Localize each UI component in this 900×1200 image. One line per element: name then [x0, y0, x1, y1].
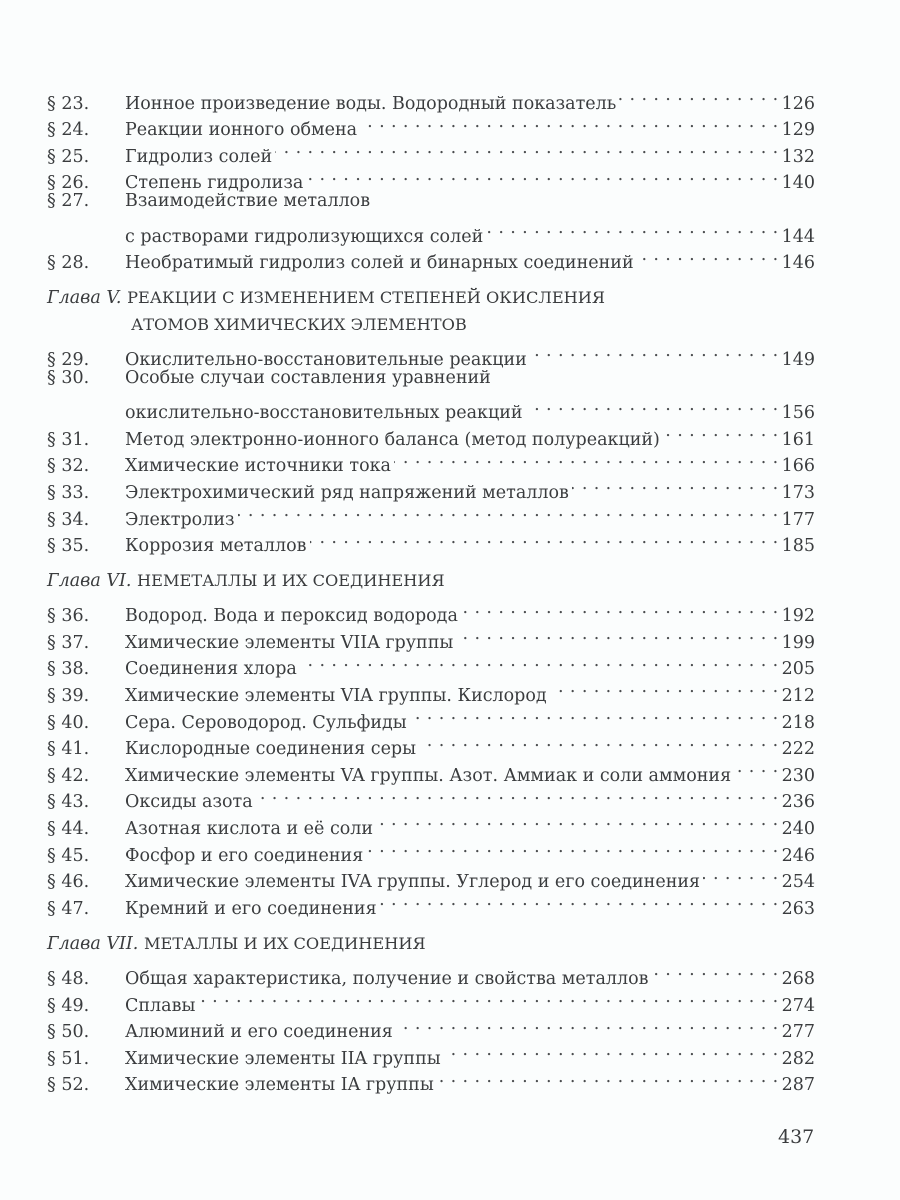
dot-leader	[238, 498, 779, 525]
page-reference: 192	[781, 606, 815, 627]
section-title-continued: с растворами гидролизующихся солей	[125, 226, 484, 247]
page-reference: 144	[781, 226, 815, 247]
dot-leader	[310, 525, 779, 552]
page-reference: 173	[781, 482, 815, 503]
section-number: § 29.	[47, 349, 90, 370]
section-number: § 27.	[47, 191, 90, 212]
dot-leader	[486, 215, 778, 242]
page-reference: 218	[781, 712, 815, 733]
dot-leader	[619, 82, 778, 109]
toc-entry	[47, 621, 815, 653]
toc-entry	[47, 984, 815, 1016]
section-number: § 39.	[47, 686, 90, 707]
toc-entry	[47, 471, 815, 503]
section-number: § 30.	[47, 367, 90, 388]
dot-leader	[637, 242, 779, 269]
dot-leader	[394, 445, 779, 472]
toc-entry	[47, 82, 815, 114]
section-number: § 52.	[47, 1075, 90, 1096]
page-reference: 129	[781, 120, 815, 141]
section-number: § 42.	[47, 765, 90, 786]
section-title: Электролиз	[125, 509, 235, 530]
section-title: Химические элементы VIA группы. Кислород	[125, 686, 547, 707]
page-reference: 166	[781, 456, 815, 477]
dot-leader	[461, 595, 779, 622]
toc-entry	[47, 781, 815, 813]
section-title: Особые случаи составления уравнений	[125, 367, 491, 388]
toc-entry	[47, 162, 815, 194]
dot-leader	[275, 135, 778, 162]
section-number: § 45.	[47, 845, 90, 866]
section-number: § 38.	[47, 659, 90, 680]
chapter-label: Глава V.	[47, 288, 122, 309]
toc-entry	[47, 338, 815, 370]
toc-entry	[47, 445, 815, 477]
section-title: Общая характеристика, получение и свойства металлов	[125, 969, 649, 989]
toc-entry	[47, 365, 815, 424]
section-title: Сплавы	[125, 995, 196, 1016]
dot-leader	[256, 781, 779, 808]
section-number: § 46.	[47, 872, 90, 893]
section-title: Химические элементы VIIA группы	[125, 632, 454, 653]
toc-entry	[47, 957, 815, 989]
page-number: 437	[778, 1126, 815, 1148]
toc-entry	[47, 701, 815, 733]
toc-entry	[47, 728, 815, 760]
section-number: § 32.	[47, 456, 90, 477]
dot-leader	[444, 1037, 779, 1064]
toc-entry	[47, 135, 815, 167]
dot-leader	[526, 392, 779, 419]
page-reference: 222	[781, 739, 815, 760]
toc-entry	[47, 595, 815, 627]
section-title: Взаимодействие металлов	[125, 191, 371, 212]
toc-entry	[47, 418, 815, 450]
section-number: § 49.	[47, 995, 90, 1016]
page-reference: 287	[781, 1075, 815, 1096]
section-title: Гидролиз солей	[125, 146, 273, 167]
chapter-heading	[47, 568, 815, 595]
dot-leader	[396, 1011, 779, 1038]
dot-leader	[300, 648, 779, 675]
dot-leader	[550, 674, 779, 701]
dot-leader	[652, 957, 779, 984]
section-number: § 31.	[47, 429, 90, 450]
page-reference: 282	[781, 1048, 815, 1069]
section-number: § 50.	[47, 1022, 90, 1043]
toc-entry	[47, 1064, 815, 1096]
section-title: Необратимый гидролиз солей и бинарных соединений	[125, 253, 634, 274]
chapter-label: Глава VI.	[47, 571, 132, 592]
page-reference: 156	[781, 403, 815, 424]
section-title: Кремний и его соединения	[125, 898, 377, 919]
dot-leader	[572, 471, 779, 498]
section-title: Кислородные соединения серы	[125, 739, 417, 760]
section-number: § 41.	[47, 739, 90, 760]
section-number: § 33.	[47, 482, 90, 503]
section-number: § 35.	[47, 536, 90, 557]
toc-entry	[47, 834, 815, 866]
dot-leader	[456, 621, 778, 648]
page-reference: 268	[781, 969, 815, 989]
page-reference: 177	[781, 509, 815, 530]
page-reference: 236	[781, 792, 815, 813]
page-reference: 205	[781, 659, 815, 680]
dot-leader	[366, 834, 778, 861]
toc-entry	[47, 242, 815, 274]
section-title: Сера. Сероводород. Сульфиды	[125, 712, 407, 733]
section-title: Ионное произведение воды. Водородный показатель	[125, 93, 617, 114]
table-of-contents	[47, 82, 815, 1096]
dot-leader	[734, 754, 778, 781]
section-number: § 23.	[47, 93, 90, 114]
page-reference: 149	[781, 349, 815, 370]
section-number: § 47.	[47, 898, 90, 919]
dot-leader	[380, 887, 779, 914]
page-reference: 161	[781, 429, 815, 450]
dot-leader	[410, 701, 779, 728]
section-title: Химические источники тока	[125, 456, 391, 477]
page-reference: 212	[781, 686, 815, 707]
page-reference: 230	[781, 765, 815, 786]
chapter-heading	[47, 285, 815, 338]
dot-leader	[437, 1064, 779, 1091]
section-number: § 51.	[47, 1048, 90, 1069]
section-title: Химические элементы IVA группы. Углерод и его соединения	[125, 872, 701, 893]
toc-entry	[47, 1011, 815, 1043]
toc-entry	[47, 887, 815, 919]
page-reference: 263	[781, 898, 815, 919]
page-reference: 126	[781, 93, 815, 114]
section-number: § 25.	[47, 146, 90, 167]
toc-entry	[47, 861, 815, 893]
chapter-title: РЕАКЦИИ С ИЗМЕНЕНИЕМ СТЕПЕНЕЙ ОКИСЛЕНИЯ	[127, 288, 605, 308]
page-reference: 240	[781, 819, 815, 840]
toc-entry	[47, 648, 815, 680]
section-title: Фосфор и его соединения	[125, 845, 364, 866]
section-number: § 24.	[47, 120, 90, 141]
section-title: Оксиды азота	[125, 792, 253, 813]
dot-leader	[198, 984, 778, 1011]
toc-entry	[47, 754, 815, 786]
section-title: Водород. Вода и пероксид водорода	[125, 606, 458, 627]
dot-leader	[530, 338, 779, 365]
toc-entry	[47, 525, 815, 557]
toc-entry	[47, 109, 815, 141]
dot-leader	[360, 109, 778, 136]
chapter-label: Глава VII.	[47, 933, 139, 954]
chapter-heading	[47, 931, 815, 958]
section-title: Химические элементы VA группы. Азот. Аммиак и соли аммония	[125, 765, 732, 786]
page-reference: 246	[781, 845, 815, 866]
section-number: § 37.	[47, 632, 90, 653]
section-title: Коррозия металлов	[125, 536, 307, 557]
section-title: Степень гидролиза	[125, 173, 304, 194]
page-reference: 277	[781, 1022, 815, 1043]
section-number: § 26.	[47, 173, 90, 194]
toc-entry	[47, 188, 815, 247]
chapter-title: НЕМЕТАЛЛЫ И ИХ СОЕДИНЕНИЯ	[137, 571, 445, 591]
chapter-title: МЕТАЛЛЫ И ИХ СОЕДИНЕНИЯ	[143, 933, 426, 953]
toc-entry	[47, 1037, 815, 1069]
page-reference: 132	[781, 146, 815, 167]
toc-entry	[47, 807, 815, 840]
section-title: Соединения хлора	[125, 659, 297, 680]
page-reference: 199	[781, 632, 815, 653]
section-title: Реакции ионного обмена	[125, 120, 358, 141]
section-title: Электрохимический ряд напряжений металлов	[125, 482, 569, 503]
section-number: § 40.	[47, 712, 90, 733]
page-reference: 146	[781, 253, 815, 274]
page-reference: 274	[781, 995, 815, 1016]
section-title: Азотная кислота и её соли	[125, 819, 374, 840]
toc-entry	[47, 498, 815, 530]
page-reference: 140	[781, 173, 815, 194]
dot-leader	[703, 861, 779, 888]
section-title: Химические элементы IIA группы	[125, 1048, 441, 1069]
page-reference: 185	[781, 536, 815, 557]
dot-leader	[376, 807, 779, 834]
dot-leader	[663, 418, 779, 445]
section-title: Химические элементы IA группы	[125, 1075, 434, 1096]
dot-leader	[419, 728, 779, 755]
section-number: § 34.	[47, 509, 90, 530]
section-number: § 28.	[47, 253, 90, 274]
section-number: § 36.	[47, 606, 90, 627]
dot-leader	[306, 162, 778, 189]
section-title: Алюминий и его соединения	[125, 1022, 393, 1043]
toc-entry	[47, 674, 815, 707]
section-number: § 43.	[47, 792, 90, 813]
section-title-continued: окислительно-восстановительных реакций	[125, 403, 523, 424]
section-number: § 48.	[47, 969, 90, 989]
section-title: Метод электронно-ионного баланса (метод полуреакций)	[125, 429, 660, 450]
section-title: Окислительно-восстановительные реакции	[125, 349, 527, 370]
page-reference: 254	[781, 872, 815, 893]
chapter-title-continued: АТОМОВ ХИМИЧЕСКИХ ЭЛЕМЕНТОВ	[131, 314, 467, 334]
section-number: § 44.	[47, 819, 90, 840]
